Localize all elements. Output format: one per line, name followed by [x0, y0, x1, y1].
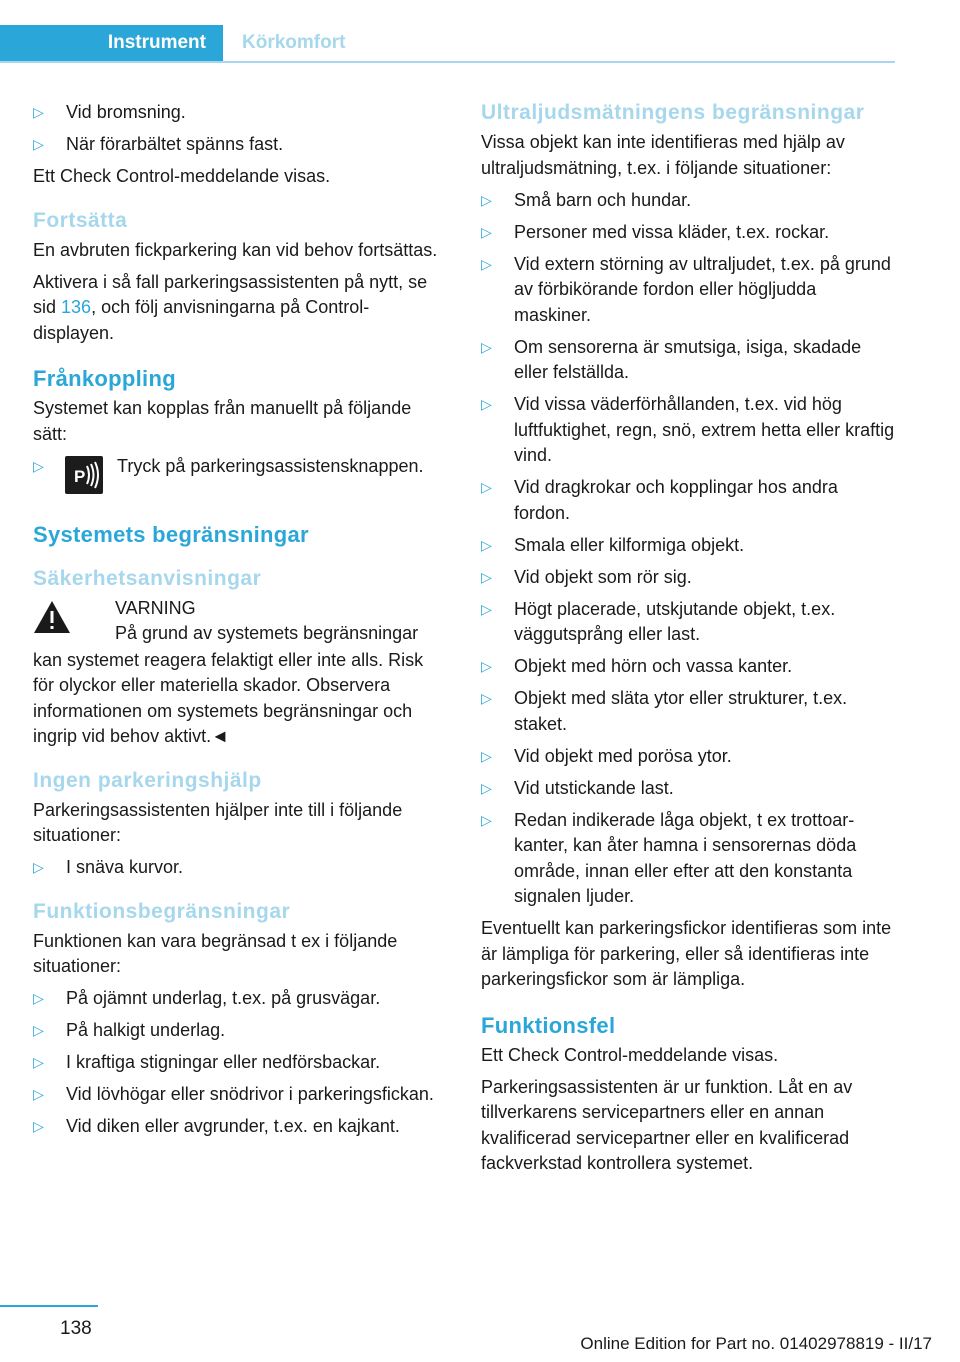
ultraljud-text: Vissa objekt kan inte identifieras med hjälp av ultraljudsmätning, t.ex. i följande situationer: — [481, 132, 845, 178]
list-item: ▷ Vid diken eller avgrunder, t.ex. en kajkant. — [33, 1114, 447, 1140]
triangle-right-icon: ▷ — [481, 191, 492, 208]
triangle-right-icon: ▷ — [481, 255, 492, 272]
triangle-right-icon: ▷ — [481, 396, 492, 412]
triangle-right-icon: ▷ — [481, 779, 492, 796]
header-tabs — [0, 25, 895, 63]
list-item: ▷ Objekt med släta ytor eller strukturer, t.ex. staket. — [481, 688, 848, 734]
triangle-right-icon: ▷ — [33, 1022, 44, 1038]
list-item: ▷ Små barn och hundar. — [481, 188, 895, 214]
svg-text:P: P — [74, 466, 86, 486]
list-item: ▷ Vid extern störning av ultraljudet, t.ex. på grund av förbikörande fordon eller högljudda maskiner. — [481, 253, 891, 325]
heading-systemets-begransningar: Systemets begränsningar — [33, 521, 309, 547]
heading-sakerhetsanvisningar: Säkerhetsanvisningar — [33, 566, 262, 590]
list-item: ▷ Om sensorerna är smutsiga, isiga, skadade eller felställda. — [481, 336, 862, 382]
list-item: ▷ På ojämnt underlag, t.ex. på grusvägar. — [33, 986, 447, 1012]
triangle-right-icon: ▷ — [33, 1118, 44, 1134]
list-item: ▷ Redan indikerade låga objekt, t ex trottoarkanter, kan åter hamna i sensorernas döda område, innan eller efter att den konstanta signalen ljuder. — [481, 809, 857, 906]
warning-triangle-icon — [33, 600, 71, 634]
triangle-right-icon: ▷ — [33, 1086, 44, 1102]
list-item — [33, 454, 447, 502]
page-reference-link[interactable]: 136 — [61, 297, 92, 317]
funktionsfel-text-2: Parkeringsassistenten är ur funktion. Låt en av tillverkarens servicepartners eller en annan kvalificerad servicepartner eller en kvalificerad fackverkstad kontrollera systemet. — [481, 1076, 853, 1173]
header-divider — [0, 61, 895, 63]
parking-button-instruction: Tryck på parkeringsassistensknappen. — [117, 455, 424, 476]
footer-divider — [0, 1305, 98, 1307]
tab-instrument-label: Instrument — [107, 32, 206, 53]
list-item: ▷ Personer med vissa kläder, t.ex. rockar. — [481, 220, 895, 246]
list-item: ▷ Vid bromsning. — [33, 100, 447, 126]
list-item: ▷ Vid objekt som rör sig. — [481, 565, 895, 591]
list-item: ▷ Smala eller kilformiga objekt. — [481, 533, 895, 559]
list-item: ▷ I kraftiga stigningar eller nedförsbackar. — [33, 1050, 447, 1076]
list-item: ▷ Vid utstickande last. — [481, 776, 895, 802]
ingen-list — [33, 855, 447, 881]
list-item: ▷ Vid lövhögar eller snödrivor i parkeringsfickan. — [33, 1082, 447, 1108]
warning-first-line: På grund av systemets begränsningar — [115, 623, 419, 643]
triangle-right-icon: ▷ — [481, 338, 492, 355]
warning-label: VARNING — [115, 597, 196, 618]
tab-korkomfort-label: Körkomfort — [242, 32, 346, 53]
list-item: ▷ Vid objekt med porösa ytor. — [481, 744, 895, 770]
fortsatta-text-2: Aktivera i så fall parkeringsassistenten på nytt, se sid 136, och följ anvisningarna på Control-displayen. — [33, 271, 428, 343]
list-item: ▷ Objekt med hörn och vassa kanter. — [481, 654, 895, 680]
edition-note: Online Edition for Part no. 01402978819 - II/17 — [580, 1334, 932, 1353]
ultraljud-text-2: Eventuellt kan parkeringsfickor identifieras som inte är lämpliga för parkering, eller så identifieras inte parkeringsfickor som är lämpliga. — [481, 918, 892, 989]
triangle-right-icon: ▷ — [481, 568, 492, 585]
tab-instrument[interactable] — [0, 25, 223, 61]
triangle-right-icon: ▷ — [33, 457, 44, 474]
left-column — [33, 100, 447, 1146]
heading-fortsatta: Fortsätta — [33, 208, 128, 232]
triangle-right-icon: ▷ — [33, 990, 44, 1006]
triangle-right-icon: ▷ — [481, 747, 492, 764]
triangle-right-icon: ▷ — [33, 1054, 44, 1070]
triangle-right-icon: ▷ — [481, 479, 492, 495]
triangle-right-icon: ▷ — [481, 600, 492, 617]
heading-frankoppling: Frånkoppling — [33, 366, 176, 391]
ingen-text: Parkeringsassistenten hjälper inte till i följande situationer: — [33, 799, 403, 845]
right-column — [481, 100, 895, 1183]
triangle-right-icon: ▷ — [481, 536, 492, 553]
list-item: ▷ Vid dragkrokar och kopplingar hos andra fordon. — [481, 477, 838, 523]
triangle-right-icon: ▷ — [33, 136, 44, 152]
heading-ingen-parkeringshjalp: Ingen parkeringshjälp — [33, 768, 262, 792]
list-item: ▷ I snäva kurvor. — [33, 855, 447, 881]
triangle-right-icon: ▷ — [481, 223, 492, 240]
parking-assist-button-icon — [65, 456, 103, 494]
list-item: ▷ Vid vissa väderförhållanden, t.ex. vid hög luftfuktighet, regn, snö, extrem hetta eller kraftig vind. — [481, 394, 895, 465]
heading-funktionsfel: Funktionsfel — [481, 1012, 616, 1038]
funktionsbegr-text: Funktionen kan vara begränsad t ex i följande situationer: — [33, 930, 398, 976]
page-number: 138 — [60, 1318, 92, 1339]
triangle-right-icon: ▷ — [33, 859, 44, 875]
fortsatta-text-1: En avbruten fickparkering kan vid behov fortsättas. — [33, 239, 438, 260]
top-list — [33, 100, 447, 158]
triangle-right-icon: ▷ — [33, 104, 44, 120]
triangle-right-icon: ▷ — [481, 658, 492, 674]
check-control-text: Ett Check Control-meddelande visas. — [33, 166, 331, 186]
heading-funktionsbegransningar: Funktionsbegränsningar — [33, 899, 291, 923]
triangle-right-icon: ▷ — [481, 811, 492, 828]
ultraljud-list — [481, 188, 895, 910]
frankoppling-text: Systemet kan kopplas från manuellt på följande sätt: — [33, 398, 412, 444]
warning-block — [33, 596, 447, 648]
triangle-right-icon: ▷ — [481, 690, 492, 706]
heading-ultraljud: Ultraljudsmätningens begränsningar — [481, 101, 865, 124]
list-item: ▷ På halkigt underlag. — [33, 1018, 447, 1044]
warning-text: kan systemet reagera felaktigt eller inte alls. Risk för olyckor eller materiella skador. Observera informationen om systemets begränsningar och ingrip vid behov aktivt.◄ — [33, 649, 424, 746]
list-item: ▷ När förarbältet spänns fast. — [33, 132, 447, 158]
funktionsfel-text-1: Ett Check Control-meddelande visas. — [481, 1044, 779, 1065]
list-item: ▷ Högt placerade, utskjutande objekt, t.ex. väggutsprång eller last. — [481, 598, 836, 644]
funktionsbegr-list — [33, 986, 447, 1140]
tab-korkomfort[interactable] — [223, 25, 523, 61]
